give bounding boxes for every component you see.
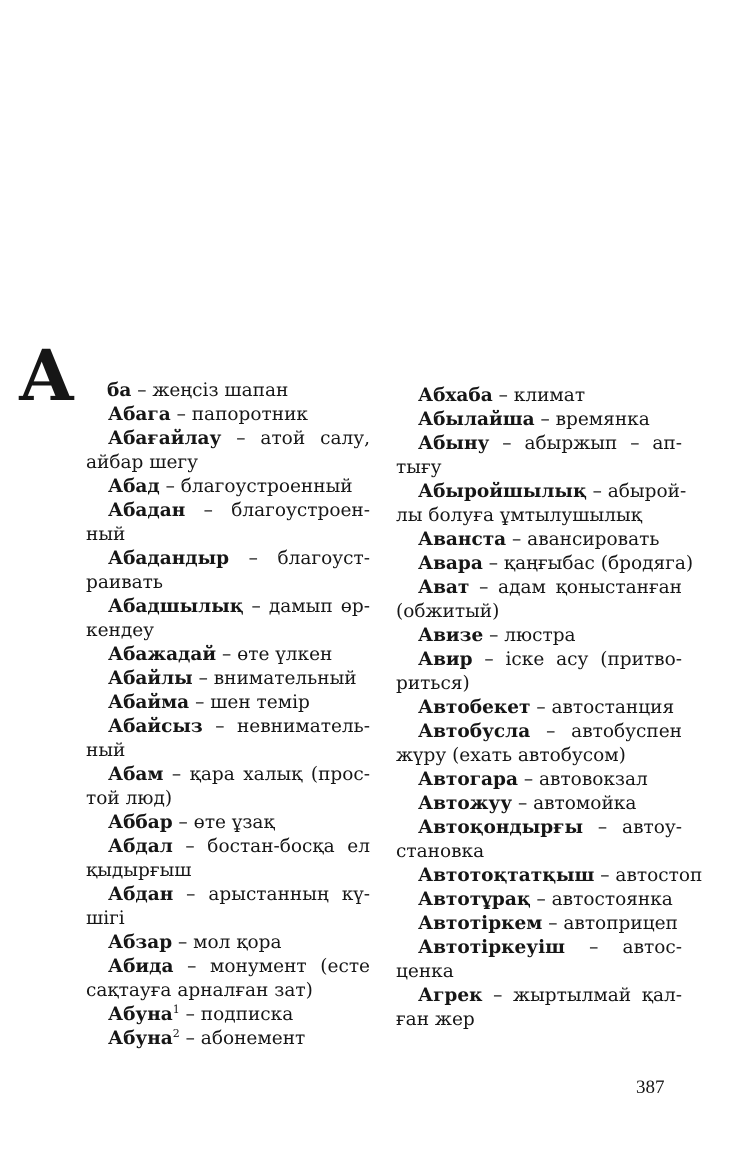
entry-definition: – мол қора	[172, 932, 282, 953]
entry-definition: – абонемент	[179, 1028, 306, 1049]
continuation-line	[396, 600, 682, 624]
continuation-text: раивать	[86, 572, 163, 593]
entry-definition: – бостан-босқа ел	[172, 836, 370, 857]
entry-definition: – автоу-	[583, 817, 682, 838]
entry-line	[86, 547, 370, 571]
entry-line	[86, 763, 370, 787]
entry-term: Абайлы	[108, 668, 193, 689]
entry-definition: – люстра	[483, 625, 576, 646]
entry-term: Абага	[108, 404, 171, 425]
entry-line	[396, 936, 682, 960]
entry-term: Автоқондырғы	[418, 817, 584, 838]
entry-line	[86, 955, 370, 979]
entry-term: Абыну	[418, 433, 490, 454]
entry-superscript: 2	[172, 1026, 180, 1040]
entry-definition: – автобуспен	[530, 721, 682, 742]
entry-definition: – абыржып – ап-	[489, 433, 682, 454]
entry-term: Абуна	[108, 1004, 173, 1025]
entry-line	[396, 792, 682, 816]
entry-line	[396, 576, 682, 600]
entry-term: Авара	[418, 553, 483, 574]
entry-term: Абадшылық	[108, 596, 244, 617]
entry-line	[396, 912, 682, 936]
entry-term: Абам	[108, 764, 164, 785]
entry-line	[86, 835, 370, 859]
entry-definition: – внимательный	[192, 668, 357, 689]
drop-cap-letter: А	[18, 334, 76, 417]
entry-term: Абида	[108, 956, 174, 977]
entry-line	[396, 552, 694, 576]
entry-term: Ават	[418, 577, 470, 598]
entry-term: Аванста	[418, 529, 507, 550]
entry-line	[396, 528, 682, 552]
entry-term: Автожуу	[418, 793, 513, 814]
continuation-line	[396, 960, 682, 984]
entry-term: Абадандыр	[108, 548, 230, 569]
continuation-line	[86, 859, 370, 883]
continuation-line	[86, 739, 370, 763]
continuation-line	[396, 456, 682, 480]
entry-definition: – автостоянка	[530, 889, 673, 910]
page-number: 387	[636, 1077, 665, 1098]
entry-line	[86, 643, 370, 667]
continuation-text: сақтауға арналған зат)	[86, 980, 313, 1001]
entry-line	[396, 816, 682, 840]
entry-line	[396, 696, 682, 720]
entry-term: Абхаба	[418, 385, 493, 406]
entry-term: Автотіркеуіш	[418, 937, 566, 958]
entry-line	[86, 499, 370, 523]
entry-line	[396, 720, 682, 744]
entry-term: Автотоқтатқыш	[418, 865, 595, 886]
entry-term: Абыройшылық	[418, 481, 587, 502]
entry-definition: – автостанция	[530, 697, 675, 718]
entry-line	[396, 480, 687, 504]
continuation-line	[396, 744, 682, 768]
entry-definition: – благоустроенный	[159, 476, 353, 497]
continuation-line	[86, 451, 370, 475]
continuation-text: риться)	[396, 673, 470, 694]
entry-definition: – автоприцеп	[542, 913, 678, 934]
continuation-text: жүру (ехать автобусом)	[396, 745, 626, 766]
continuation-text: айбар шегу	[86, 452, 198, 473]
entry-term: Абад	[108, 476, 160, 497]
entry-line	[86, 379, 370, 403]
entry-line	[86, 883, 370, 907]
entry-line	[86, 475, 370, 499]
continuation-text: кендеу	[86, 620, 155, 641]
entry-term: Автотіркем	[418, 913, 543, 934]
entry-term: Абуна	[108, 1028, 173, 1049]
continuation-text: ценка	[396, 961, 454, 982]
entry-line	[396, 864, 703, 888]
entry-definition: – монумент (есте	[173, 956, 370, 977]
continuation-line	[86, 979, 370, 1003]
entry-definition: – автостоп	[594, 865, 703, 886]
entry-line	[86, 931, 370, 955]
entry-definition: – дамып өр-	[243, 596, 370, 617]
entry-term: Авир	[418, 649, 473, 670]
entry-line	[86, 1003, 370, 1027]
entry-term: Абажадай	[108, 644, 217, 665]
entry-definition: – климат	[492, 385, 586, 406]
entry-line	[86, 811, 370, 835]
entry-definition: – қара халық (прос-	[163, 764, 370, 785]
entry-line	[86, 691, 370, 715]
entry-definition: – өте ұзақ	[172, 812, 275, 833]
entry-line	[86, 1027, 370, 1051]
entry-line	[396, 888, 682, 912]
entry-line	[86, 403, 370, 427]
entry-line	[86, 595, 370, 619]
entry-definition: – автовокзал	[517, 769, 648, 790]
entry-definition: – шен темір	[189, 692, 310, 713]
continuation-text: шігі	[86, 908, 125, 929]
entry-definition: – өте үлкен	[216, 644, 333, 665]
continuation-text: той люд)	[86, 788, 173, 809]
entry-definition: – папоротник	[170, 404, 308, 425]
entry-definition: – невниматель-	[202, 716, 370, 737]
entry-definition: – іске асу (притво-	[472, 649, 682, 670]
entry-definition: – атой салу,	[221, 428, 370, 449]
entry-definition: – времянка	[534, 409, 650, 430]
continuation-line	[86, 523, 370, 547]
entry-definition: – подписка	[179, 1004, 294, 1025]
entry-line	[396, 984, 682, 1008]
entry-definition: – адам қоныстанған	[469, 577, 682, 598]
continuation-text: қыдырғыш	[86, 860, 192, 881]
entry-term: Абылайша	[418, 409, 535, 430]
entry-definition: – автос-	[565, 937, 682, 958]
entry-term: Автотұрақ	[418, 889, 531, 910]
entry-term: Абайсыз	[108, 716, 203, 737]
entry-superscript: 1	[172, 1002, 180, 1016]
entry-line	[86, 667, 370, 691]
entry-term: Автобекет	[418, 697, 531, 718]
continuation-text: становка	[396, 841, 485, 862]
continuation-line	[396, 840, 682, 864]
entry-line	[396, 408, 682, 432]
entry-term: Абағайлау	[108, 428, 222, 449]
entry-definition: – арыстанның кү-	[173, 884, 370, 905]
entry-definition: – благоустроен-	[185, 500, 370, 521]
entry-term: Аббар	[108, 812, 173, 833]
continuation-line	[86, 571, 370, 595]
entry-definition: – автомойка	[512, 793, 637, 814]
entry-term: Абзар	[108, 932, 173, 953]
entry-line	[396, 384, 682, 408]
entry-term: Абайма	[108, 692, 190, 713]
entry-definition: – благоуст-	[229, 548, 370, 569]
continuation-text: (обжитый)	[396, 601, 500, 622]
entry-line	[86, 427, 370, 451]
entry-term: Автогара	[418, 769, 518, 790]
continuation-line	[86, 619, 370, 643]
continuation-line	[396, 672, 682, 696]
entry-term: Авизе	[418, 625, 484, 646]
entry-term: ба	[107, 380, 132, 401]
continuation-line	[396, 1008, 682, 1032]
entry-line	[86, 715, 370, 739]
continuation-line	[86, 907, 370, 931]
continuation-line	[396, 504, 682, 528]
continuation-line	[86, 787, 370, 811]
entry-line	[396, 432, 682, 456]
continuation-text: тығу	[396, 457, 442, 478]
entry-definition: – жыртылмай қал-	[482, 985, 682, 1006]
entry-line	[396, 768, 682, 792]
continuation-text: ный	[86, 524, 126, 545]
entry-term: Абадан	[108, 500, 186, 521]
entry-line	[396, 648, 682, 672]
continuation-text: ный	[86, 740, 126, 761]
continuation-text: ған жер	[396, 1009, 475, 1030]
entry-definition: – абырой-	[586, 481, 687, 502]
entry-term: Автобусла	[418, 721, 531, 742]
entry-term: Агрек	[418, 985, 483, 1006]
entry-definition: – авансировать	[506, 529, 660, 550]
entry-definition: – жеңсіз шапан	[131, 380, 289, 401]
continuation-text: лы болуға ұмтылушылық	[396, 505, 642, 526]
entry-definition: – қаңғыбас (бродяга)	[482, 553, 694, 574]
entry-term: Абдал	[108, 836, 173, 857]
entry-term: Абдан	[108, 884, 174, 905]
entry-line	[396, 624, 682, 648]
